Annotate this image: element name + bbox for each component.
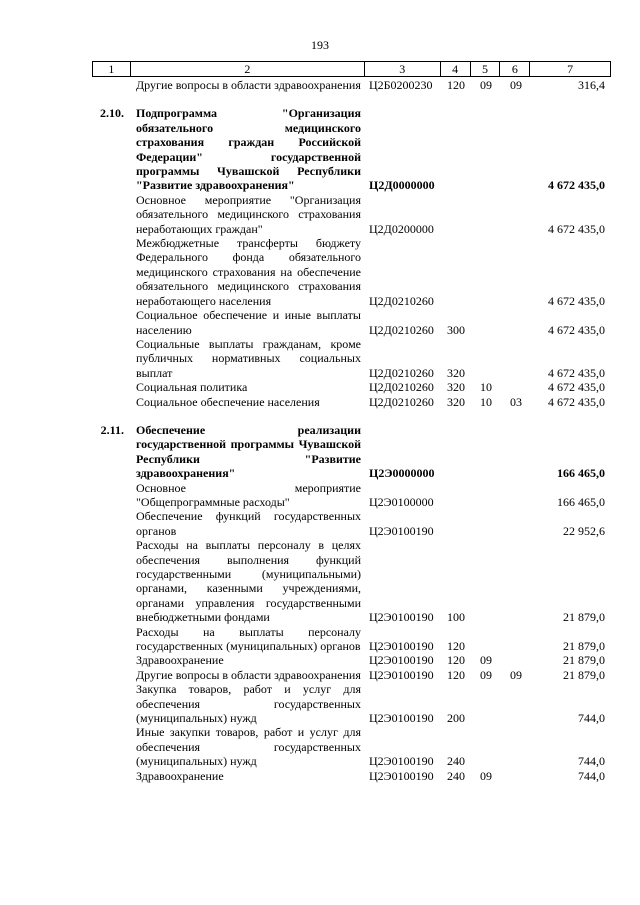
row-vr: 320 bbox=[447, 365, 465, 380]
row-spacer bbox=[92, 92, 611, 106]
row-sum: 744,0 bbox=[578, 711, 605, 726]
table-row bbox=[92, 653, 611, 667]
row-number: 2.11. bbox=[100, 422, 124, 437]
row-code: Ц2Д0210260 bbox=[369, 322, 434, 337]
table-row bbox=[92, 395, 611, 409]
row-sum: 22 952,6 bbox=[563, 523, 605, 538]
row-code: Ц2Д0210260 bbox=[369, 380, 434, 395]
row-sum: 4 672 435,0 bbox=[548, 221, 605, 236]
row-pr: 09 bbox=[510, 667, 522, 682]
row-spacer bbox=[92, 409, 611, 423]
table-row bbox=[92, 337, 611, 380]
header-col-4: 4 bbox=[441, 62, 471, 76]
row-sum: 4 672 435,0 bbox=[548, 365, 605, 380]
row-name: Социальное обеспечение и иные выплаты населению bbox=[136, 308, 361, 337]
page-number: 193 bbox=[311, 38, 329, 52]
row-code: Ц2Д0210260 bbox=[369, 293, 434, 308]
table-row bbox=[92, 78, 611, 92]
row-name: Расходы на выплаты персоналу государственных (муниципальных) органов bbox=[136, 624, 361, 654]
row-code: Ц2Э0100190 bbox=[369, 653, 434, 668]
row-name: Обеспечение функций государственных органов bbox=[136, 509, 361, 538]
row-vr: 120 bbox=[447, 78, 465, 92]
row-sum: 4 672 435,0 bbox=[548, 394, 605, 409]
row-rz: 10 bbox=[480, 380, 492, 395]
row-vr: 240 bbox=[447, 768, 465, 783]
row-code: Ц2Э0100190 bbox=[369, 639, 434, 654]
row-sum: 316,4 bbox=[578, 78, 605, 92]
row-sum: 21 879,0 bbox=[563, 610, 605, 625]
row-sum: 166 465,0 bbox=[557, 494, 605, 509]
row-code: Ц2Д0200000 bbox=[369, 221, 434, 236]
table-row bbox=[92, 236, 611, 308]
row-sum: 4 672 435,0 bbox=[548, 322, 605, 337]
table-row bbox=[92, 380, 611, 394]
row-code: Ц2Э0100190 bbox=[369, 768, 434, 783]
row-vr: 200 bbox=[447, 711, 465, 726]
row-name: Основное мероприятие "Организация обязательного медицинского страхования неработающих граждан" bbox=[136, 192, 361, 236]
row-rz: 09 bbox=[480, 78, 492, 92]
header-col-3: 3 bbox=[365, 62, 441, 76]
table-row bbox=[92, 538, 611, 624]
header-col-6: 6 bbox=[500, 62, 530, 76]
row-name: Расходы на выплаты персоналу в целях обеспечения выполнения функций государственными (муниципальными) органами, казенными учреждениями, органами управления государственными внебюджетными фондами bbox=[136, 538, 361, 625]
row-sum: 166 465,0 bbox=[557, 466, 605, 481]
row-name: Иные закупки товаров, работ и услуг для обеспечения государственных (муниципальных) нужд bbox=[136, 725, 361, 769]
row-name: Другие вопросы в области здравоохранения bbox=[136, 667, 361, 682]
row-vr: 120 bbox=[447, 639, 465, 654]
table-body bbox=[92, 78, 611, 783]
row-code: Ц2Э0100000 bbox=[369, 494, 434, 509]
header-col-5: 5 bbox=[471, 62, 501, 76]
row-sum: 21 879,0 bbox=[563, 653, 605, 668]
row-pr: 09 bbox=[510, 78, 522, 92]
row-rz: 09 bbox=[480, 667, 492, 682]
row-name: Подпрограмма "Организация обязательного медицинского страхования граждан Российской Федерации" государственной программы Чувашской Республики "Развитие здравоохранения" bbox=[136, 106, 361, 193]
row-sum: 4 672 435,0 bbox=[548, 178, 605, 193]
row-vr: 120 bbox=[447, 653, 465, 668]
row-sum: 21 879,0 bbox=[563, 667, 605, 682]
table-row bbox=[92, 625, 611, 654]
row-name: Межбюджетные трансферты бюджету Федерального фонда обязательного медицинского страхования на обеспечение обязательного медицинского страхования неработающего населения bbox=[136, 236, 361, 308]
row-name: Социальная политика bbox=[136, 380, 248, 395]
row-name: Обеспечение реализации государственной программы Чувашской Республики "Развитие здравоохранения" bbox=[136, 422, 361, 481]
row-sum: 744,0 bbox=[578, 768, 605, 783]
row-sum: 4 672 435,0 bbox=[548, 293, 605, 308]
header-col-1: 1 bbox=[93, 62, 131, 76]
row-vr: 320 bbox=[447, 394, 465, 409]
table-row bbox=[92, 106, 611, 192]
row-name: Другие вопросы в области здравоохранения bbox=[136, 78, 361, 92]
row-vr: 120 bbox=[447, 667, 465, 682]
table-row bbox=[92, 481, 611, 510]
row-code: Ц2Д0210260 bbox=[369, 394, 434, 409]
table-row bbox=[92, 668, 611, 682]
row-sum: 4 672 435,0 bbox=[548, 380, 605, 395]
row-sum: 21 879,0 bbox=[563, 639, 605, 654]
row-code: Ц2Д0210260 bbox=[369, 365, 434, 380]
table-row bbox=[92, 509, 611, 538]
header-col-2: 2 bbox=[131, 62, 365, 76]
row-rz: 09 bbox=[480, 653, 492, 668]
table-header bbox=[92, 61, 611, 77]
row-name: Здравоохранение bbox=[136, 768, 224, 783]
table-row bbox=[92, 769, 611, 783]
row-code: Ц2Э0000000 bbox=[369, 466, 435, 481]
row-vr: 300 bbox=[447, 322, 465, 337]
row-pr: 03 bbox=[510, 394, 522, 409]
row-code: Ц2Э0100190 bbox=[369, 711, 434, 726]
row-vr: 240 bbox=[447, 754, 465, 769]
row-code: Ц2Э0100190 bbox=[369, 754, 434, 769]
row-rz: 10 bbox=[480, 394, 492, 409]
row-code: Ц2Б0200230 bbox=[369, 78, 433, 92]
row-rz: 09 bbox=[480, 768, 492, 783]
row-code: Ц2Д0000000 bbox=[369, 178, 435, 193]
row-name: Социальное обеспечение населения bbox=[136, 394, 320, 409]
row-name: Здравоохранение bbox=[136, 653, 224, 668]
row-code: Ц2Э0100190 bbox=[369, 610, 434, 625]
table-row bbox=[92, 193, 611, 236]
header-col-7: 7 bbox=[567, 62, 574, 76]
row-name: Основное мероприятие "Общепрограммные расходы" bbox=[136, 480, 361, 509]
row-code: Ц2Э0100190 bbox=[369, 523, 434, 538]
row-number: 2.10. bbox=[100, 106, 124, 121]
table-row bbox=[92, 725, 611, 768]
row-name: Закупка товаров, работ и услуг для обеспечения государственных (муниципальных) нужд bbox=[136, 682, 361, 726]
table-row bbox=[92, 308, 611, 337]
row-vr: 100 bbox=[447, 610, 465, 625]
table-row bbox=[92, 423, 611, 481]
row-vr: 320 bbox=[447, 380, 465, 395]
row-name: Социальные выплаты гражданам, кроме публичных нормативных социальных выплат bbox=[136, 336, 361, 380]
row-code: Ц2Э0100190 bbox=[369, 667, 434, 682]
row-sum: 744,0 bbox=[578, 754, 605, 769]
table-row bbox=[92, 682, 611, 725]
